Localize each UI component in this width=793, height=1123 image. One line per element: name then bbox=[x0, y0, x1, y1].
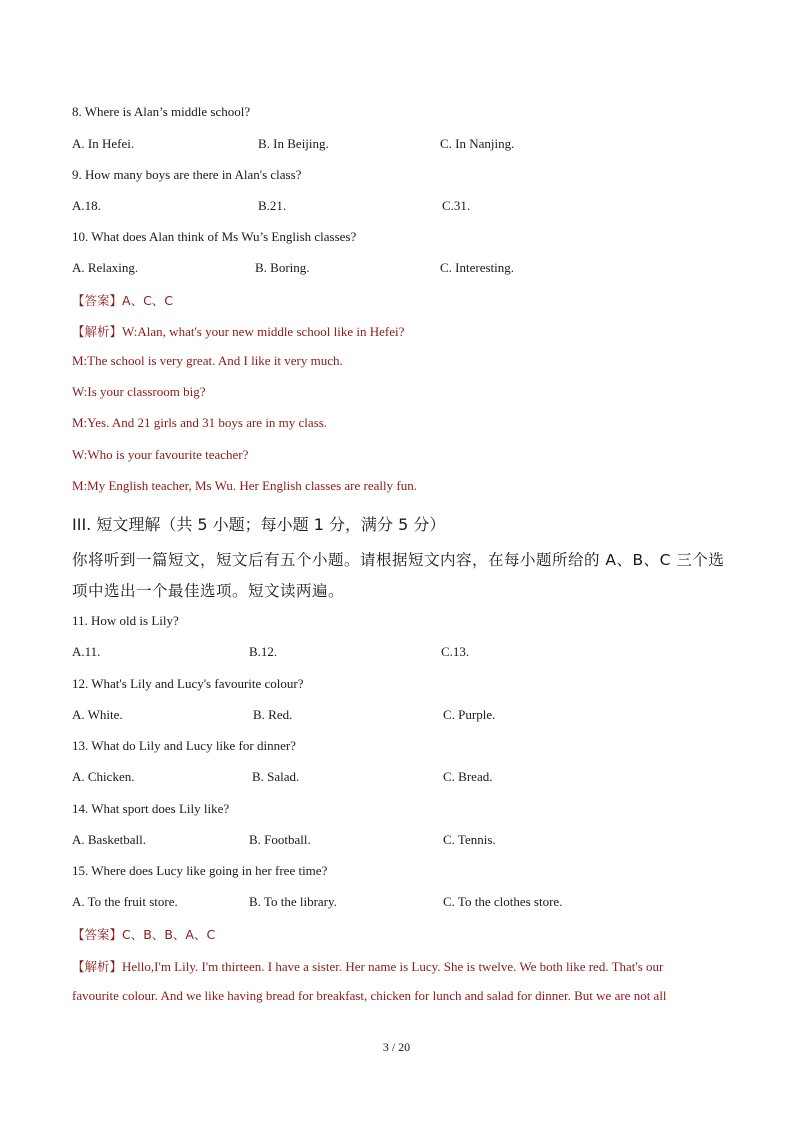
question-9: 9. How many boys are there in Alan's class? bbox=[72, 167, 302, 182]
option-9c: C.31. bbox=[442, 198, 471, 213]
answer-block-2 bbox=[72, 925, 215, 943]
option-12c: C. Purple. bbox=[443, 707, 496, 722]
analysis-line: W:Who is your favourite teacher? bbox=[72, 447, 249, 462]
answer-block-1 bbox=[72, 291, 173, 309]
question-12: 12. What's Lily and Lucy's favourite colour? bbox=[72, 676, 304, 691]
analysis-block-2 bbox=[72, 957, 663, 975]
option-10c: C. Interesting. bbox=[440, 260, 515, 275]
section-intro-line-2: 项中选出一个最佳选项。短文读两遍。 bbox=[72, 582, 345, 600]
analysis-line: Hello,I'm Lily. I'm thirteen. I have a sister. Her name is Lucy. She is twelve. We both like red. That's our bbox=[122, 959, 664, 974]
option-13b: B. Salad. bbox=[252, 769, 300, 784]
option-10b: B. Boring. bbox=[255, 260, 310, 275]
option-11a: A.11. bbox=[72, 644, 101, 659]
option-12a: A. White. bbox=[72, 707, 123, 722]
option-11b: B.12. bbox=[249, 644, 278, 659]
option-8a: A. In Hefei. bbox=[72, 136, 135, 151]
section-heading: III. 短文理解（共 5 小题；每小题 1 分，满分 5 分） bbox=[72, 515, 446, 534]
analysis-line: W:Is your classroom big? bbox=[72, 384, 206, 399]
option-12b: B. Red. bbox=[253, 707, 293, 722]
answer-tag: 【答案】 bbox=[72, 927, 123, 942]
analysis-line: M:Yes. And 21 girls and 31 boys are in my class. bbox=[72, 415, 328, 430]
question-11: 11. How old is Lily? bbox=[72, 613, 179, 628]
option-15a: A. To the fruit store. bbox=[72, 894, 178, 909]
question-8: 8. Where is Alan’s middle school? bbox=[72, 104, 251, 119]
question-13: 13. What do Lily and Lucy like for dinner? bbox=[72, 738, 296, 753]
analysis-tag: 【解析】 bbox=[72, 324, 123, 339]
option-15c: C. To the clothes store. bbox=[443, 894, 563, 909]
analysis-line: M:The school is very great. And I like it very much. bbox=[72, 353, 343, 368]
option-14c: C. Tennis. bbox=[443, 832, 496, 847]
question-14: 14. What sport does Lily like? bbox=[72, 801, 230, 816]
analysis-line: W:Alan, what's your new middle school like in Hefei? bbox=[122, 324, 405, 339]
answer-text: A、C、C bbox=[122, 293, 174, 308]
option-15b: B. To the library. bbox=[249, 894, 337, 909]
option-8b: B. In Beijing. bbox=[258, 136, 329, 151]
option-14a: A. Basketball. bbox=[72, 832, 147, 847]
option-13a: A. Chicken. bbox=[72, 769, 135, 784]
page-number: 3 / 20 bbox=[382, 1040, 411, 1054]
question-15: 15. Where does Lucy like going in her free time? bbox=[72, 863, 328, 878]
analysis-tag: 【解析】 bbox=[72, 959, 123, 974]
answer-text: C、B、B、A、C bbox=[122, 927, 216, 942]
analysis-block-1 bbox=[72, 322, 404, 340]
option-9a: A.18. bbox=[72, 198, 101, 213]
option-9b: B.21. bbox=[258, 198, 287, 213]
answer-tag: 【答案】 bbox=[72, 293, 123, 308]
analysis-line: favourite colour. And we like having bread for breakfast, chicken for lunch and salad for dinner. But we are not all bbox=[72, 988, 667, 1003]
section-intro-line-1: 你将听到一篇短文，短文后有五个小题。请根据短文内容，在每小题所给的 A、B、C 三个选 bbox=[72, 551, 725, 569]
option-8c: C. In Nanjing. bbox=[440, 136, 515, 151]
analysis-line: M:My English teacher, Ms Wu. Her English classes are really fun. bbox=[72, 478, 417, 493]
option-10a: A. Relaxing. bbox=[72, 260, 139, 275]
option-11c: C.13. bbox=[441, 644, 470, 659]
option-13c: C. Bread. bbox=[443, 769, 493, 784]
option-14b: B. Football. bbox=[249, 832, 311, 847]
question-10: 10. What does Alan think of Ms Wu’s English classes? bbox=[72, 229, 357, 244]
